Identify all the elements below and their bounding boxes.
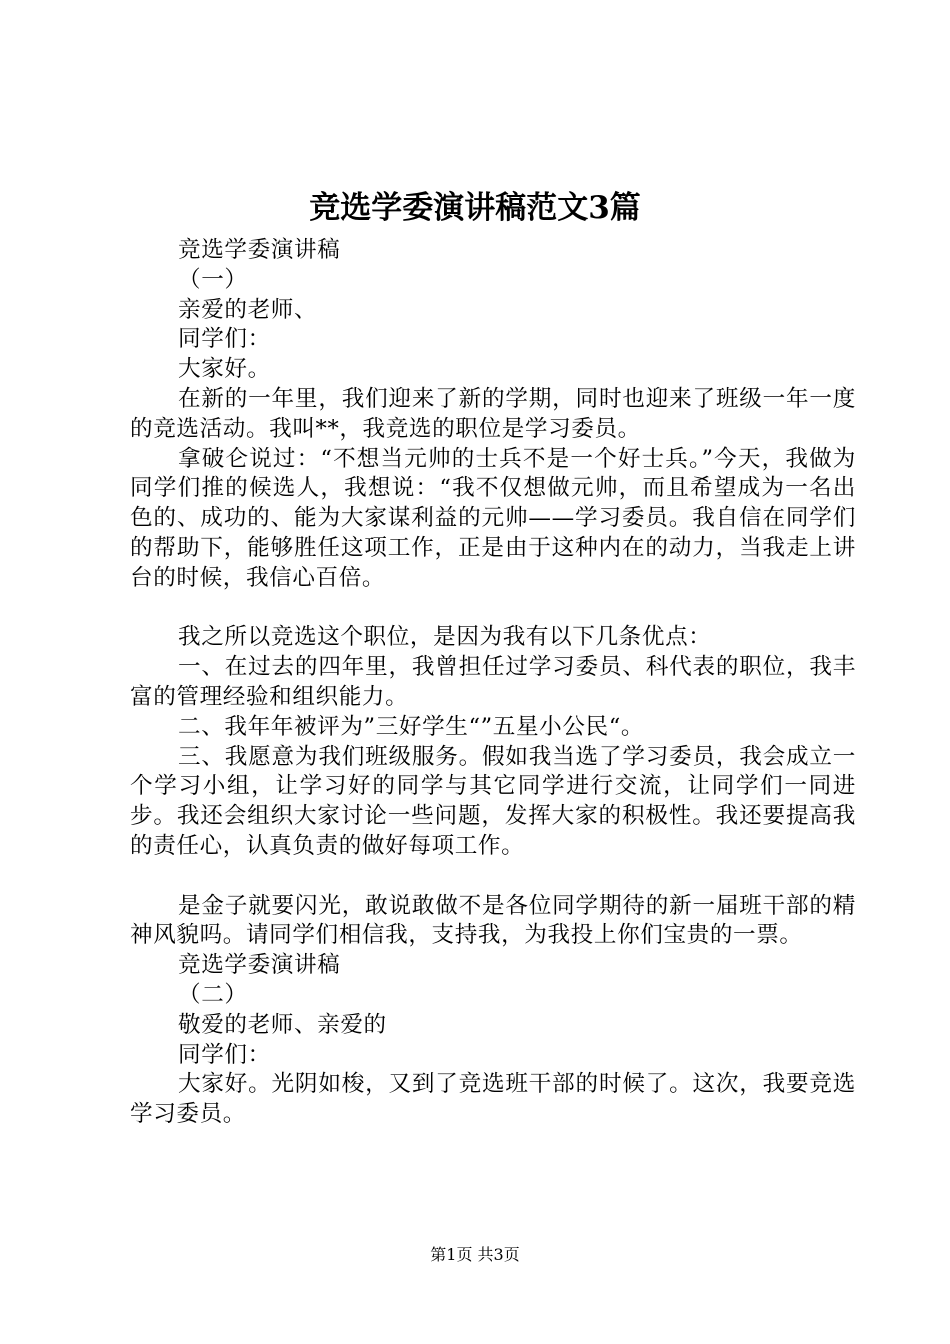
- paragraph: 一、在过去的四年里，我曾担任过学习委员、科代表的职位，我丰富的管理经验和组织能力。: [130, 654, 856, 710]
- paragraph: 大家好。: [178, 356, 271, 383]
- paragraph: （二）: [178, 981, 248, 1008]
- paragraph: 是金子就要闪光，敢说敢做不是各位同学期待的新一届班干部的精神风貌吗。请同学们相信我，支持我，为我投上你们宝贵的一票。: [130, 892, 856, 949]
- paragraph: 在新的一年里，我们迎来了新的学期，同时也迎来了班级一年一度的竞选活动。我叫**，我竞选的职位是学习委员。: [130, 385, 856, 442]
- document-body: [130, 236, 856, 1130]
- paragraph: （一）: [178, 266, 248, 293]
- paragraph: 同学们：: [178, 326, 271, 353]
- paragraph: 同学们：: [178, 1041, 271, 1068]
- paragraph: 二、我年年被评为”三好学生“”五星小公民“。: [178, 713, 645, 740]
- document-title: 竞选学委演讲稿范文3篇: [309, 190, 641, 226]
- paragraph: 大家好。光阴如梭，又到了竞选班干部的时候了。这次，我要竞选学习委员。: [130, 1071, 856, 1128]
- paragraph: 敬爱的老师、亲爱的: [178, 1011, 387, 1038]
- paragraph: 拿破仑说过：“不想当元帅的士兵不是一个好士兵。”今天，我做为同学们推的候选人，我想说：“我不仅想做元帅，而且希望成为一名出色的、成功的、能为大家谋利益的元帅——学习委员。我自信在同学们的帮助下，能够胜任这项工作，正是由于这种内在的动力，当我走上讲台的时候，我信心百倍。: [130, 445, 856, 591]
- page-footer: 第1页 共3页: [430, 1245, 520, 1264]
- paragraph: 竞选学委演讲稿: [178, 237, 341, 263]
- paragraph-spacer: [130, 594, 856, 624]
- paragraph-spacer: [130, 862, 856, 892]
- paragraph: 竞选学委演讲稿: [178, 952, 341, 979]
- paragraph: 亲爱的老师、: [178, 296, 318, 323]
- paragraph: 我之所以竞选这个职位，是因为我有以下几条优点：: [178, 624, 712, 651]
- paragraph: 三、我愿意为我们班级服务。假如我当选了学习委员，我会成立一个学习小组，让学习好的同学与其它同学进行交流，让同学们一同进步。我还会组织大家讨论一些问题，发挥大家的积极性。我还要提高我的责任心，认真负责的做好每项工作。: [130, 743, 856, 859]
